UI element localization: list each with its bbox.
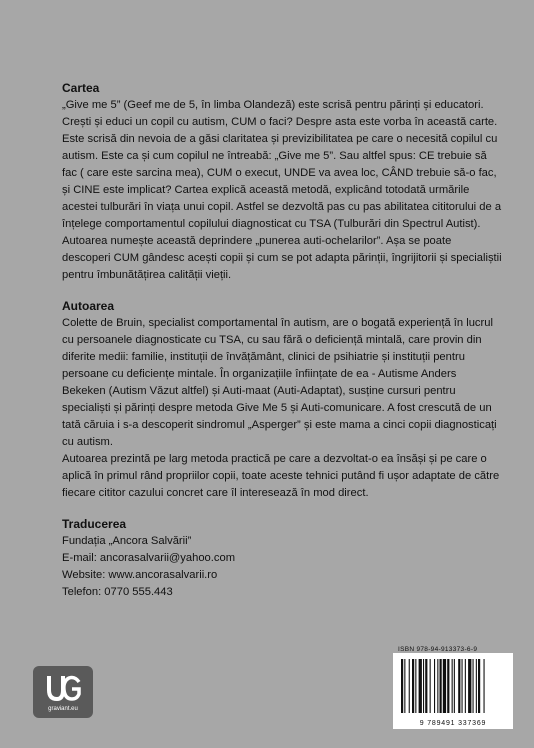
email-line: E-mail: ancorasalvarii@yahoo.com — [62, 552, 236, 564]
publisher-logo — [33, 666, 93, 718]
translator-name: Fundația „Ancora Salvării” — [62, 535, 192, 547]
book-description: „Give me 5” (Geef me de 5, în limba Olandeză) este scrisă pentru părinți și educatori. Crești și educi un copil cu autism, CUM o faci? Despre asta este vorba în această carte. Este scrisă din nevoia de a găsi claritatea și previzibilitatea pe care o necesită copilul cu autism. Este ca și cum copilul ne întreabă: „Give me 5”. Sau altfel spus: CE trebuie să fac ( care este sarcina mea), CUM o execut, UNDE va avea loc, CÂND trebuie să-o fac, și CINE este implicat? Cartea explică această metodă, explicând totodată urmările acestei tulburări în viața unui copil. Astfel se dezvoltă pas cu pas abilitatea cititorului de a înțelege comportamentul copilului diagnosticat cu TSA (Tulburări din Spectrul Autist). Autoarea numește această deprindere „punerea auti-ochelarilor”. Așa se poate descoperi CUM gândesc acești copii și cum se pot adapta părinții, îngrijitorii și specialiștii pentru îmbunătățirea calității vieții. — [62, 99, 502, 281]
author-section — [62, 298, 502, 502]
author-bio: Colette de Bruin, specialist comportamental în autism, are o bogată experiență în lucrul cu persoanele diagnosticate cu TSA, cu sau fără o deficiență mintală, care provin din diferite medii: familie, instituții de învățământ, clinici de psihiatrie și instituții pentru persoane cu deficiențe mintale. În organizațiile înființate de ea - Autisme Anders Bekeken (Autism Văzut altfel) și Auti-maat (Auti-Adaptat), susține cursuri pentru specialiști și părinți despre metoda Give Me 5 și Auti-comunicare. A fost crescută de un tată căruia i s-a descoperit sindromul „Asperger” și este mama a cinci copii diagnosticați cu autism. — [62, 317, 497, 448]
translation-section — [62, 516, 502, 601]
barcode-icon — [393, 653, 513, 717]
publisher-url: graviant.eu — [48, 706, 78, 712]
author-heading: Autoarea — [62, 299, 115, 313]
author-method: Autoarea prezintă pe larg metoda practică pe care a dezvoltat-o ea însăși și pe care o aplică în primul rând propriilor copii, toate aceste tehnici putând fi ușor adaptate de către fiecare cititor cazului concret care îl interesează în mod direct. — [62, 453, 500, 499]
graviant-logo-icon — [43, 672, 83, 704]
isbn-barcode — [393, 653, 513, 729]
website-line: Website: www.ancorasalvarii.ro — [62, 569, 218, 581]
book-section — [62, 80, 502, 284]
isbn-label: ISBN 978-94-913373-6-9 — [398, 646, 478, 653]
barcode-digits: 9 789491 337369 — [419, 720, 487, 727]
translation-heading: Traducerea — [62, 517, 127, 531]
book-heading: Cartea — [62, 81, 100, 95]
back-cover-text — [62, 80, 502, 615]
phone-line: Telefon: 0770 555.443 — [62, 586, 173, 598]
